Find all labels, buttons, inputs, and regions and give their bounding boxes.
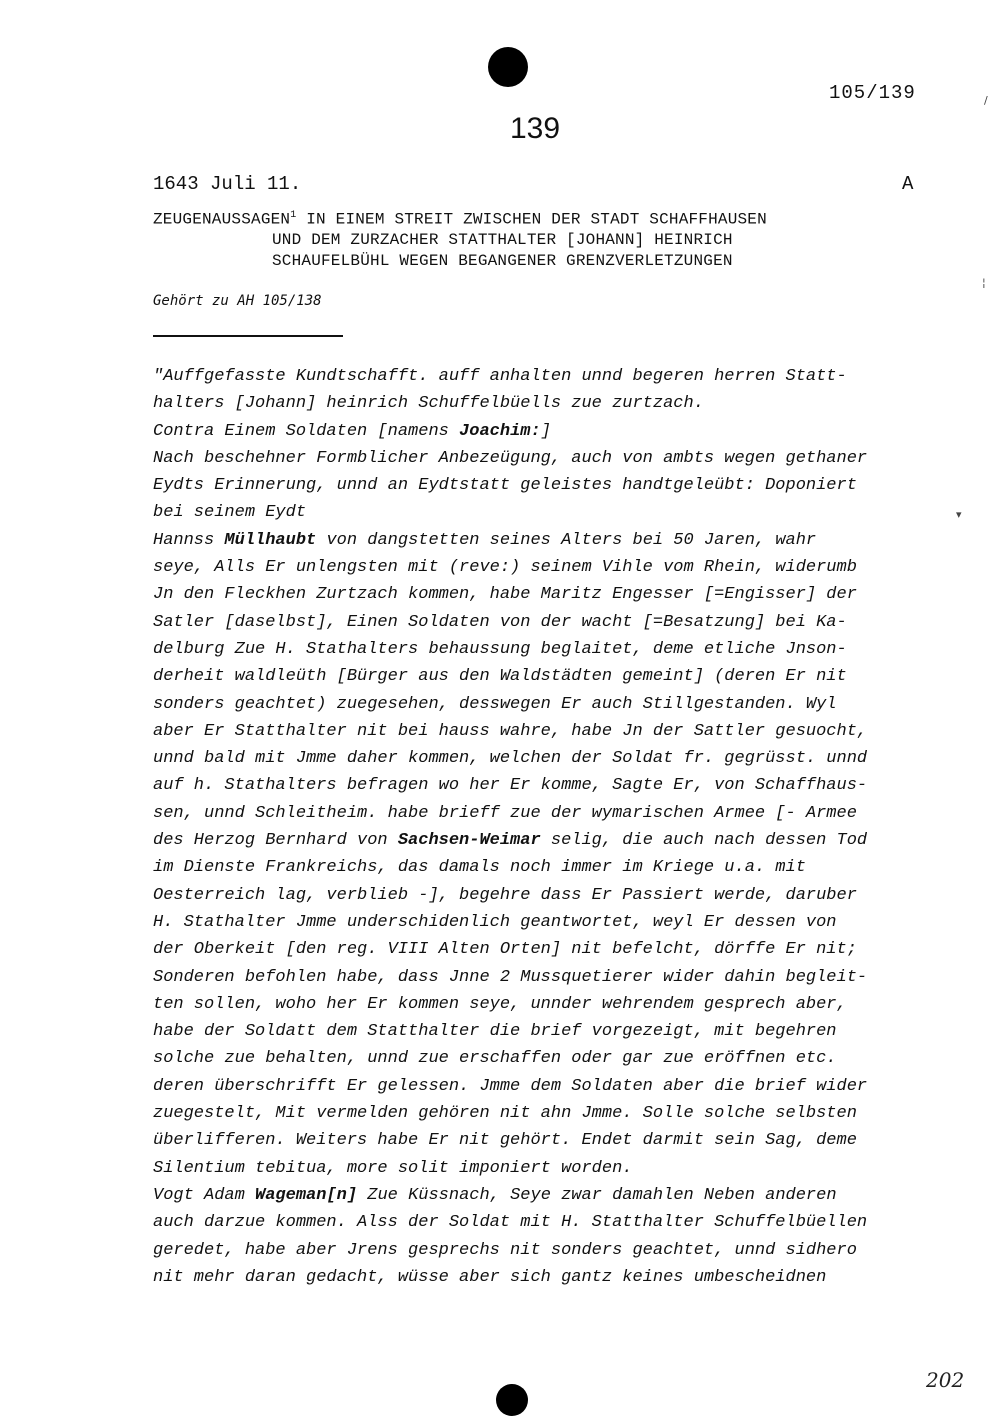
margin-mark: ▾	[956, 508, 962, 521]
body-line	[153, 418, 867, 445]
document-date: 1643 Juli 11.	[153, 173, 302, 195]
body-line: Jn den Fleckhen Zurtzach kommen, habe Maritz Engesser [=Engisser] der	[153, 585, 857, 605]
body-line: zuegestelt, Mit vermelden gehören nit ahn Jmme. Solle solche selbsten	[153, 1104, 857, 1124]
body-line: halters [Johann] heinrich Schuffelbüells zue zurtzach.	[153, 394, 704, 414]
body-line: seye, Alls Er unlengsten mit (reve:) seinem Vihle vom Rhein, widerumb	[153, 558, 857, 578]
margin-mark: ¦	[982, 276, 986, 289]
document-title-line-1	[153, 210, 767, 228]
related-document-note: Gehört zu AH 105/138	[153, 293, 322, 309]
body-line: Sonderen befohlen habe, dass Jnne 2 Mussquetierer wider dahin begleit-	[153, 967, 868, 987]
body-text-segment: selig, die auch nach dessen Tod	[540, 831, 868, 851]
body-text-segment: von dangstetten seines Alters bei 50 Jaren, wahr	[316, 530, 817, 550]
document-title-line-3: SCHAUFELBÜHL WEGEN BEGANGENER GRENZVERLETZUNGEN	[272, 252, 733, 270]
body-text-segment: Contra Einem Soldaten [namens	[153, 421, 460, 441]
page-number: 139	[510, 112, 561, 145]
document-reference: 105/139	[829, 82, 916, 104]
body-text-segment: Hannss	[153, 530, 225, 550]
body-line: unnd bald mit Jmme daher kommen, welchen der Soldat fr. gegrüsst. unnd	[153, 749, 868, 769]
body-line: überlifferen. Weiters habe Er nit gehört. Endet darmit sein Sag, deme	[153, 1131, 857, 1151]
body-line: solche zue behalten, unnd zue erschaffen oder gar zue eröffnen etc.	[153, 1049, 837, 1069]
body-text-segment: Zue Küssnach, Seye zwar damahlen Neben anderen	[357, 1185, 837, 1205]
body-line: Nach beschehner Formblicher Anbezeügung, auch von ambts wegen gethaner	[153, 448, 868, 468]
body-line: deren überschrifft Er gelessen. Jmme dem Soldaten aber die brief wider	[153, 1076, 868, 1096]
divider-rule	[153, 335, 343, 337]
handwritten-folio-number: 202	[926, 1368, 965, 1392]
transcription-body	[153, 363, 867, 1291]
body-line: geredet, habe aber Jrens gesprechs nit sonders geachtet, unnd sidhero	[153, 1240, 857, 1260]
body-line: ten sollen, woho her Er kommen seye, unnder wehrendem gesprech aber,	[153, 994, 847, 1014]
body-line: auch darzue kommen. Alss der Soldat mit H. Statthalter Schuffelbüellen	[153, 1213, 868, 1233]
document-title-line-2: UND DEM ZURZACHER STATTHALTER [JOHANN] HEINRICH	[272, 231, 733, 249]
body-line	[153, 827, 867, 854]
body-line: Eydts Erinnerung, unnd an Eydtstatt geleistes handtgeleübt: Doponiert	[153, 476, 857, 496]
body-line: habe der Soldatt dem Statthalter die brief vorgezeigt, mit begehren	[153, 1022, 837, 1042]
margin-mark: /	[984, 94, 988, 107]
body-line: sonders geachtet) zuegesehen, desswegen Er auch Stillgestanden. Wyl	[153, 694, 837, 714]
body-line: nit mehr daran gedacht, wüsse aber sich gantz keines umbescheidnen	[153, 1267, 827, 1287]
person-name: Müllhaubt	[224, 530, 317, 550]
body-line: im Dienste Frankreichs, das damals noch immer im Kriege u.a. mit	[153, 858, 806, 878]
body-line: aber Er Statthalter nit bei hauss wahre, habe Jn der Sattler gesuocht,	[153, 721, 868, 741]
punch-hole-top	[488, 47, 528, 87]
body-line: Satler [daselbst], Einen Soldaten von der wacht [=Besatzung] bei Ka-	[153, 612, 847, 632]
section-marker: A	[902, 173, 914, 195]
body-line: auf h. Stathalters befragen wo her Er komme, Sagte Er, von Schaffhaus-	[153, 776, 868, 796]
body-line: "Auffgefasste Kundtschafft. auff anhalten unnd begeren herren Statt-	[153, 367, 847, 386]
body-line: sen, unnd Schleitheim. habe brieff zue der wymarischen Armee [- Armee	[153, 803, 857, 823]
person-name: Joachim:	[459, 421, 541, 441]
title-text: ZEUGENAUSSAGEN	[153, 210, 291, 229]
body-line	[153, 1182, 867, 1209]
body-line: Silentium tebitua, more solit imponiert worden.	[153, 1158, 633, 1178]
person-name: Wageman[n]	[255, 1185, 358, 1205]
body-line: bei seinem Eydt	[153, 503, 307, 523]
body-line: der Oberkeit [den reg. VIII Alten Orten] nit befelcht, dörffe Er nit;	[153, 940, 857, 960]
person-name: Sachsen-Weimar	[397, 831, 541, 851]
body-line: Oesterreich lag, verblieb -], begehre dass Er Passiert werde, daruber	[153, 885, 857, 905]
body-line: H. Stathalter Jmme underschidenlich geantwortet, weyl Er dessen von	[153, 912, 837, 932]
body-line	[153, 527, 867, 554]
punch-hole-bottom	[496, 1384, 528, 1416]
title-text: IN EINEM STREIT ZWISCHEN DER STADT SCHAFFHAUSEN	[296, 210, 767, 229]
body-text-segment: des Herzog Bernhard von	[153, 831, 398, 851]
body-text-segment: Vogt Adam	[153, 1185, 256, 1205]
body-line: delburg Zue H. Stathalters behaussung beglaitet, deme etliche Jnson-	[153, 639, 847, 659]
footnote-mark: 1	[290, 210, 297, 221]
body-text-segment: ]	[540, 421, 551, 441]
body-line: derheit waldleüth [Bürger aus den Waldstädten gemeint] (deren Er nit	[153, 667, 847, 687]
